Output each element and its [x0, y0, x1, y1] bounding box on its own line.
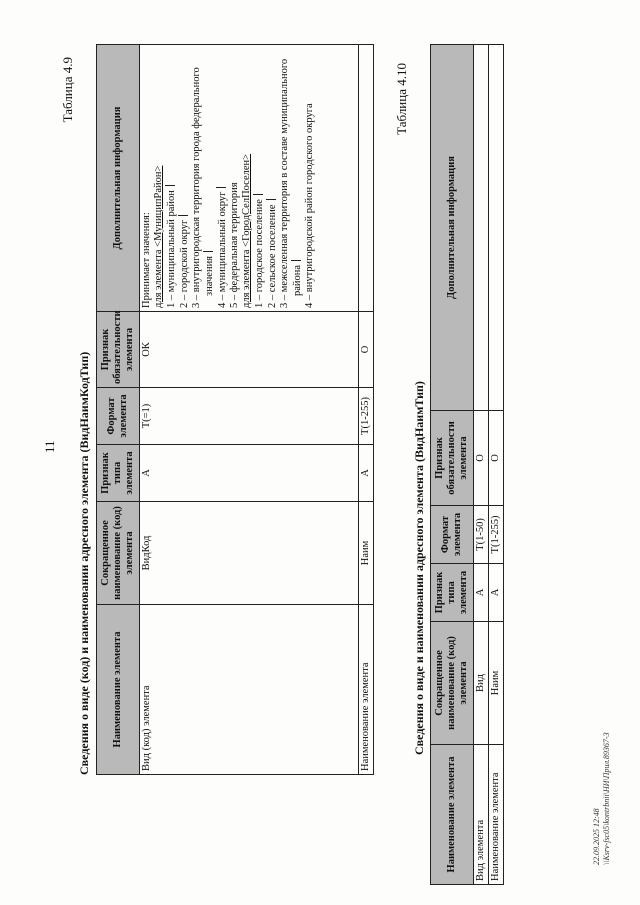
cell-info [140, 45, 359, 312]
table-4-9-caption: Сведения о виде (код) и наименовании адресного элемента (ВидНаимКодТип) [77, 351, 91, 775]
footer-path: \\Ksrv-fsc05\kontrbnii\НИ\Прил.89367-3 [602, 732, 611, 865]
cell-type: А [489, 564, 504, 622]
cell-code: Наим [489, 622, 504, 745]
header-additional-info: Дополнительная информация [431, 45, 474, 411]
cell-info [359, 45, 374, 312]
cell-required: ОК [140, 312, 359, 388]
header-element-type: Признак типа элемента [431, 564, 474, 622]
header-additional-info: Дополнительная информация [97, 45, 140, 312]
list-item: 3 – внутригородская территория города федерального значения [191, 67, 215, 308]
cell-code: Наим [359, 502, 374, 605]
table-row [359, 45, 374, 775]
list-item: 2 – сельское поселение [266, 48, 279, 308]
header-required: Признак обязательности элемента [431, 411, 474, 506]
table-row [474, 45, 489, 885]
cell-required: О [359, 312, 374, 388]
table-header-row [97, 45, 140, 775]
cell-required: О [489, 411, 504, 506]
cell-format: T(1-255) [359, 388, 374, 445]
cell-format: T(=1) [140, 388, 359, 445]
cell-format: T(1-255) [489, 506, 504, 564]
info-group1-title: для элемента <МуниципРайон> [153, 165, 164, 308]
page-number: 11 [42, 440, 57, 453]
table-4-9 [96, 44, 374, 775]
cell-code: Вид [474, 622, 489, 745]
header-short-name: Сокращенное наименование (код) элемента [97, 502, 140, 605]
table-row [489, 45, 504, 885]
cell-name: Наименование элемента [489, 745, 504, 885]
footer-timestamp: 22.09.2025 12:48 [592, 808, 601, 865]
cell-type: А [140, 445, 359, 502]
table-header-row [431, 45, 474, 885]
table-4-10-caption: Сведения о виде и наименовании адресного элемента (ВидНаимТип) [412, 381, 426, 755]
header-format: Формат элемента [431, 506, 474, 564]
table-row [140, 45, 359, 775]
header-format: Формат элемента [97, 388, 140, 445]
table-4-9-label: Таблица 4.9 [60, 57, 75, 123]
cell-info [489, 45, 504, 411]
header-required: Признак обязательности элемента [97, 312, 140, 388]
cell-name: Вид (код) элемента [140, 605, 359, 775]
list-item: 2 – городской округ [178, 48, 191, 308]
list-item: 5 – федеральная территория [229, 182, 240, 308]
cell-info [474, 45, 489, 411]
cell-name: Наименование элемента [359, 605, 374, 775]
table-4-10 [430, 44, 504, 885]
header-element-name: Наименование элемента [97, 605, 140, 775]
cell-name: Вид элемента [474, 745, 489, 885]
info-intro: Принимает значения: [141, 212, 152, 308]
header-short-name: Сокращенное наименование (код) элемента [431, 622, 474, 745]
cell-required: О [474, 411, 489, 506]
list-item: 4 – муниципальный округ [216, 48, 229, 308]
list-item: 1 – городское поселение [253, 48, 266, 308]
cell-format: T(1-50) [474, 506, 489, 564]
header-element-type: Признак типа элемента [97, 445, 140, 502]
cell-type: А [474, 564, 489, 622]
cell-code: ВидКод [140, 502, 359, 605]
header-element-name: Наименование элемента [431, 745, 474, 885]
table-4-10-label: Таблица 4.10 [394, 63, 409, 135]
cell-type: А [359, 445, 374, 502]
list-item: 3 – межселенная территория в составе муниципального района [279, 58, 303, 308]
list-item: 4 – внутригородской район городского округа [304, 103, 315, 308]
list-item: 1 – муниципальный район [165, 48, 178, 308]
info-group2-title: для элемента <ГородСелПоселен> [241, 153, 252, 308]
